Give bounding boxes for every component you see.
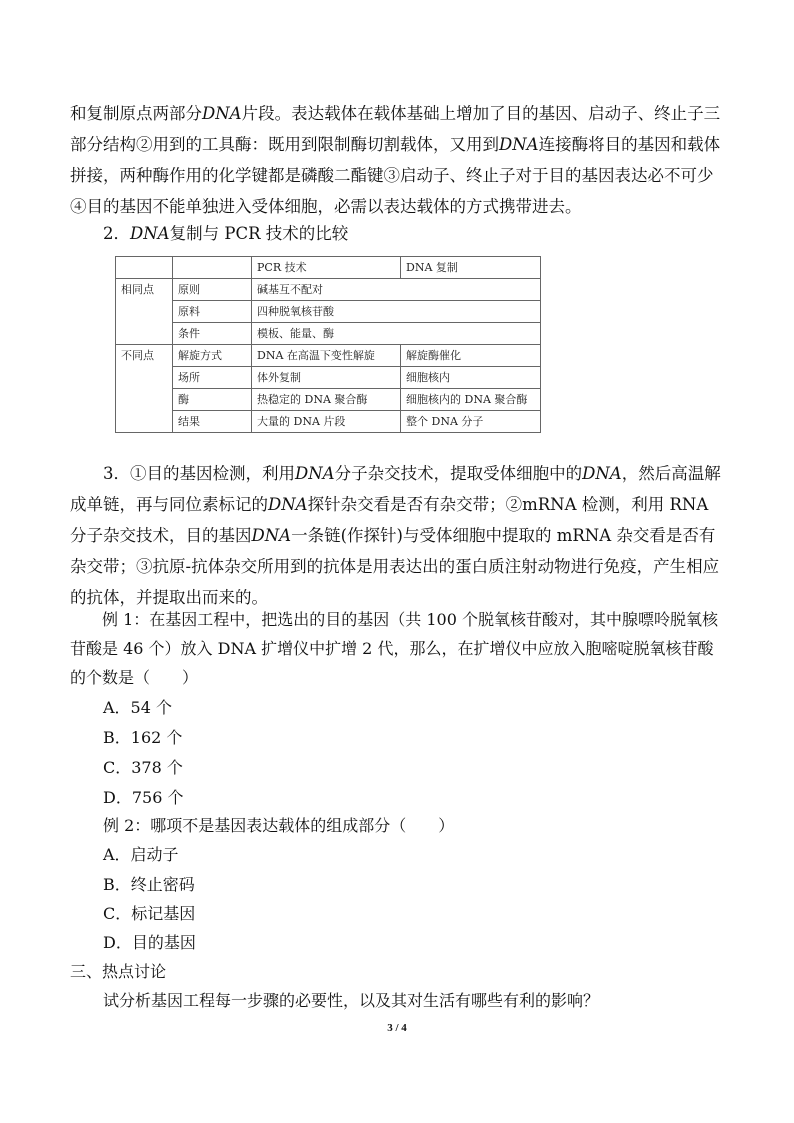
table-cell — [116, 257, 173, 279]
row-dna: 细胞核内 — [401, 367, 541, 389]
row-item: 场所 — [173, 367, 252, 389]
example-1-option-a: A．54 个 — [103, 698, 173, 717]
row-pcr: DNA 在高温下变性解旋 — [252, 345, 401, 367]
example-1-option-b: B．162 个 — [103, 728, 183, 747]
dna-term: DNA — [295, 464, 335, 483]
row-item: 解旋方式 — [173, 345, 252, 367]
table-row — [116, 411, 541, 433]
row-dna: 整个 DNA 分子 — [401, 411, 541, 433]
text-run: ，然后高温解成单链，再与同位素标记的 — [70, 464, 721, 514]
row-pcr: 热稳定的 DNA 聚合酶 — [252, 389, 401, 411]
example-2-option-b: B．终止密码 — [103, 875, 195, 894]
table-header-dna: DNA 复制 — [401, 257, 541, 279]
row-value: 碱基互不配对 — [252, 279, 541, 301]
dna-term: DNA — [268, 495, 308, 514]
text-run: 连接酶将目的基因和载体拼接，两种酶作用的化学键都是磷酸二酯键③启动子、终止子对于目的基因表达必不可少④目的基因不能单独进入受体细胞，必需以表达载体的方式携带进去。 — [70, 135, 721, 216]
section-number: 2． — [103, 224, 130, 243]
table-row — [116, 323, 541, 345]
table-header-pcr: PCR 技术 — [252, 257, 401, 279]
paragraph-vector-structure — [70, 98, 722, 222]
text-run: 片段。表达载体在载体基础上增加了目的基因、启动子、终止子三部分结构②用到的工具酶：既用到限制酶切割载体，又用到 — [70, 104, 721, 154]
dna-term: DNA — [499, 135, 539, 154]
comparison-table — [115, 256, 541, 433]
dna-term: DNA — [582, 464, 622, 483]
text-run: 探针杂交看是否有杂交带；②mRNA 检测，利用 RNA 分子杂交技术，目的基因 — [70, 495, 709, 545]
row-item: 条件 — [173, 323, 252, 345]
table-row — [116, 345, 541, 367]
example-2-question: 例 2：哪项不是基因表达载体的组成部分（ ） — [103, 816, 455, 835]
group-label-diff: 不同点 — [116, 345, 173, 433]
table-row — [116, 389, 541, 411]
dna-term: DNA — [202, 104, 242, 123]
section-2-heading — [70, 218, 722, 249]
section-3-paragraph — [70, 458, 722, 613]
table-row — [116, 367, 541, 389]
table-cell — [173, 257, 252, 279]
dna-term: DNA — [130, 224, 170, 243]
row-item: 结果 — [173, 411, 252, 433]
row-dna: 解旋酶催化 — [401, 345, 541, 367]
text-run: 3．①目的基因检测，利用 — [103, 464, 295, 483]
text-run: 一条链(作探针)与受体细胞中提取的 mRNA 杂交看是否有杂交带；③抗原-抗体杂交所用到的抗体是用表达出的蛋白质注射动物进行免疫，产生相应的抗体，并提取出而来的。 — [70, 526, 720, 607]
text-run: 和复制原点两部分 — [70, 104, 202, 123]
dna-term: DNA — [251, 526, 292, 545]
row-value: 模板、能量、酶 — [252, 323, 541, 345]
hot-topic-heading: 三、热点讨论 — [70, 962, 167, 981]
example-2-option-d: D．目的基因 — [103, 933, 196, 952]
row-item: 原料 — [173, 301, 252, 323]
row-value: 四种脱氧核苷酸 — [252, 301, 541, 323]
example-1-option-c: C．378 个 — [103, 758, 183, 777]
example-1-question: 例 1：在基因工程中，把选出的目的基因（共 100 个脱氧核苷酸对，其中腺嘌呤脱氧核苷酸是 46 个）放入 DNA 扩增仪中扩增 2 代，那么，在扩增仪中应放入胞嘧啶脱氧核苷酸的个数是（ ） — [70, 610, 718, 687]
example-2-option-a: A．启动子 — [103, 845, 179, 864]
row-item: 原则 — [173, 279, 252, 301]
table-row — [116, 301, 541, 323]
section-title: 复制与 PCR 技术的比较 — [169, 224, 349, 243]
table-header-row — [116, 257, 541, 279]
table-row — [116, 279, 541, 301]
text-run: 分子杂交技术，提取受体细胞中的 — [334, 464, 583, 483]
group-label-same: 相同点 — [116, 279, 173, 345]
hot-topic-question: 试分析基因工程每一步骤的必要性，以及其对生活有哪些有利的影响？ — [103, 991, 600, 1010]
row-pcr: 体外复制 — [252, 367, 401, 389]
example-1-option-d: D．756 个 — [103, 788, 184, 807]
page-number: 3 / 4 — [387, 1022, 407, 1034]
row-pcr: 大量的 DNA 片段 — [252, 411, 401, 433]
row-item: 酶 — [173, 389, 252, 411]
row-dna: 细胞核内的 DNA 聚合酶 — [401, 389, 541, 411]
example-2-option-c: C．标记基因 — [103, 904, 196, 923]
